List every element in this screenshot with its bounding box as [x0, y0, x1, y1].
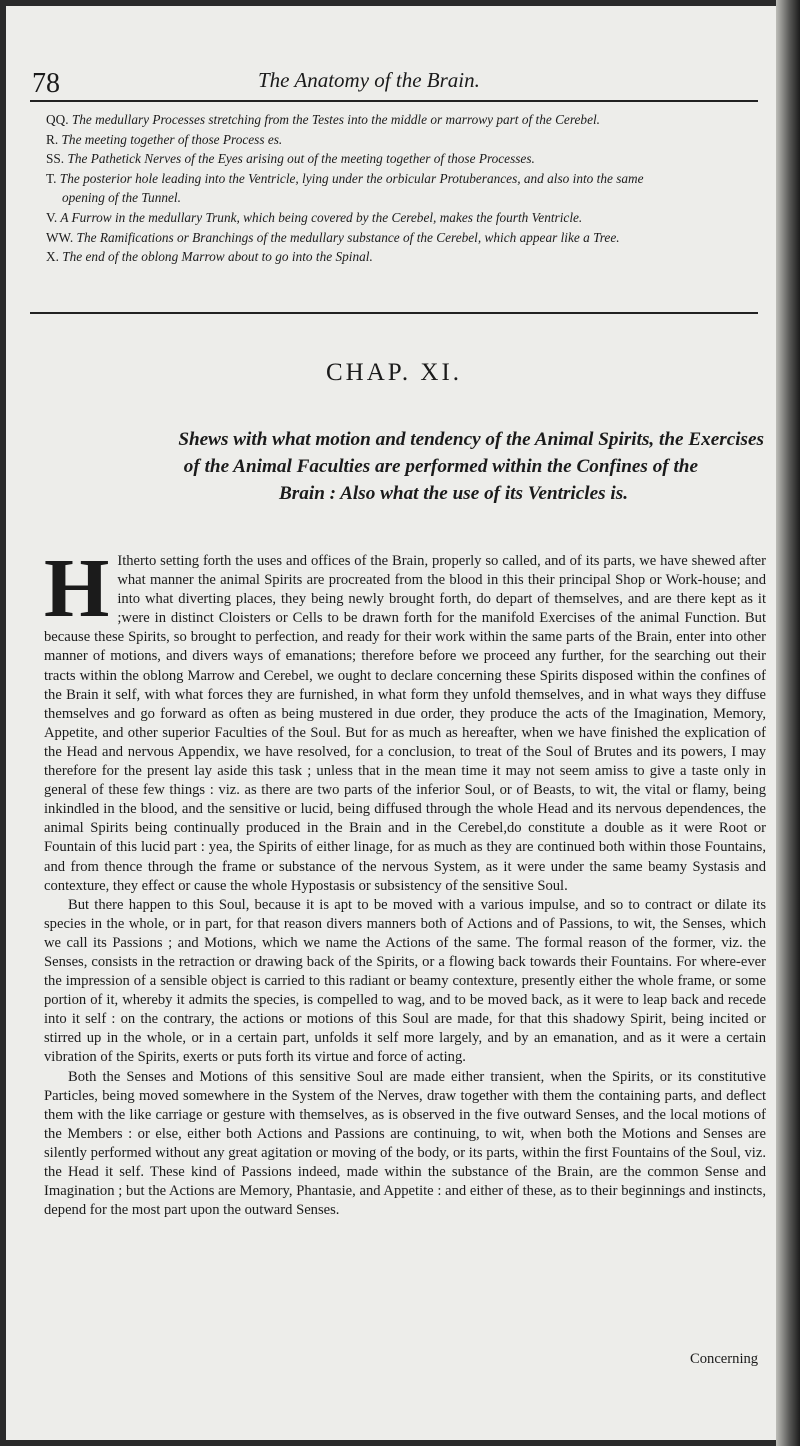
figure-key [46, 110, 766, 267]
page-number: 78 [32, 68, 60, 99]
key-text: The meeting together of those Process es. [61, 131, 283, 147]
key-letter: X. [46, 249, 59, 265]
paragraph: Both the Senses and Motions of this sensitive Soul are made either transient, when the Spirits, or its constitutive Particles, being moved somewhere in the System of the Nerves, draw together with them the containing parts, and deflect them with the like carriage or gesture with themselves, as is observed in the five outward Senses, and the local motions of the Members : or else, either both Actions and Passions are continuing, to wit, when both the Motions and Senses are silently performed without any great agitation or moving of the body, or its parts, within the first Fountains of the Soul, viz. the Head it self. These kind of Passions indeed, made within the substance of the Brain, are the common Sense and Imagination ; but the Actions are Memory, Phantasie, and Appetite : and either of these, as to their beginnings and instincts, depend for the most part upon the outward Senses. [44, 1068, 766, 1219]
key-item [46, 130, 766, 150]
key-text: The posterior hole leading into the Ventricle, lying under the orbicular Protuberances, and also into the same [59, 170, 644, 186]
key-letter: WW. [46, 229, 74, 245]
catchword: Concerning [690, 1351, 759, 1367]
section-rule [30, 312, 758, 314]
drop-cap: H [44, 542, 110, 635]
key-item [46, 208, 766, 228]
key-letter: QQ. [46, 112, 69, 127]
chapter-title: CHAP. XI. [326, 359, 463, 386]
key-letter: V. [46, 209, 58, 225]
key-text: The end of the oblong Marrow about to go into the Spinal. [62, 249, 373, 265]
subtitle-line: Brain : Also what the use of its Ventricles is. [279, 483, 628, 504]
key-letter: T. [46, 170, 57, 186]
key-item [46, 149, 766, 169]
key-text: The medullary Processes stretching from the Testes into the middle or marrowy part of the Cerebel. [71, 112, 600, 127]
key-letter: SS. [46, 151, 65, 167]
paragraph: But there happen to this Soul, because it is apt to be moved with a various impulse, and so to contract or dilate its species in the whole, or in part, for that reason divers manners both of Actions and of Passions, to wit, the Senses, which we call its Passions ; and Motions, which we name the Actions of the same. The formal reason of the former, viz. the Senses, consists in the retraction or drawing back of the Spirits, or a flowing back towards their Fountains. For where-ever the impression of a sensible object is carried to this radiant or beamy contexture, presently either the whole frame, or some portion of it, whereby it admits the species, is compelled to wag, and to be moved back, as it were to leap back and recede into it self : on the contrary, the actions or motions of this Soul are made, for that this shadowy Spirit, being incited or stirred up in the whole, or in a certain part, unfolds it self more largely, and by an emanation, and as it were a certain vibration of the Spirits, exerts or puts forth its virtue and force of acting. [44, 896, 766, 1066]
key-item-continuation: opening of the Tunnel. [62, 190, 181, 206]
book-edge-shadow [776, 0, 800, 1446]
key-text: The Pathetick Nerves of the Eyes arising out of the meeting together of those Processes. [67, 151, 535, 167]
paragraph-text: Itherto setting forth the uses and offices of the Brain, properly so called, and of its parts, we have shewed after what manner the animal Spirits are procreated from the blood in this their principal Shop or Work-house; and into what diverting places, they being newly brought forth, do depart of themselves, and are there kept as it ;were in distinct Cloisters or Cells to be drawn forth for the manifold Exercises of the animal Function. But because these Spirits, so brought to perfection, and ready for their work within the same parts of the Brain, enter into other manner of motions, and divers ways of emanations; therefore before we proceed any further, for the searching out their tracts within the oblong Marrow and Cerebel, we ought to declare concerning these Spirits disposed within the confines of the Brain it self, with what forces they are furnished, in what form they unfold themselves, and in what ways they diffuse themselves and go forward as often as being mustered in due order, they produce the acts of the Imagination, Memory, Appetite, and other superior Faculties of the Soul. But for as much as hereafter, when we have finished the explication of the Head and nervous Appendix, we have resolved, for a conclusion, to treat of the Soul of Brutes and its powers, I may therefore for the present lay aside this task ; unless that in the mean time it may not seem amiss to give a taste only in general of these few things : viz. as there are two parts of the inferior Soul, or of Beasts, to wit, the vital or flamy, being inkindled in the blood, and the sensitive or lucid, being diffused through the whole Head and its nervous dependences, the animal Spirits being continually produced in the Brain and in the Cerebel,do constitute a double as it were Root or Fountain of this lucid part : yea, the Spirits of either linage, for as much as they are continued both within those Fountains, and from thence through the frame or substance of the nervous System, as it were under the same beamy Systasis and contexture, they effect or cause the whole Hypostasis or subsistency of the sensitive Soul. [44, 553, 766, 894]
key-item [46, 110, 766, 130]
key-item [46, 169, 766, 189]
chapter-subtitle [42, 426, 764, 507]
subtitle-line: Shews with what motion and tendency of the Animal Spirits, the Exercises [178, 429, 764, 450]
key-item [46, 228, 766, 248]
key-text: The Ramifications or Branchings of the medullary substance of the Cerebel, which appear like a Tree. [76, 229, 620, 245]
key-item [46, 247, 766, 267]
paragraph [44, 542, 766, 896]
header-rule [30, 100, 758, 102]
subtitle-line: of the Animal Faculties are performed within the Confines of the [183, 456, 698, 477]
book-page [6, 6, 782, 1440]
key-text: A Furrow in the medullary Trunk, which being covered by the Cerebel, makes the fourth Ventricle. [60, 209, 583, 225]
body-text [44, 542, 766, 1220]
key-letter: R. [46, 131, 59, 147]
running-title: The Anatomy of the Brain. [258, 68, 480, 92]
